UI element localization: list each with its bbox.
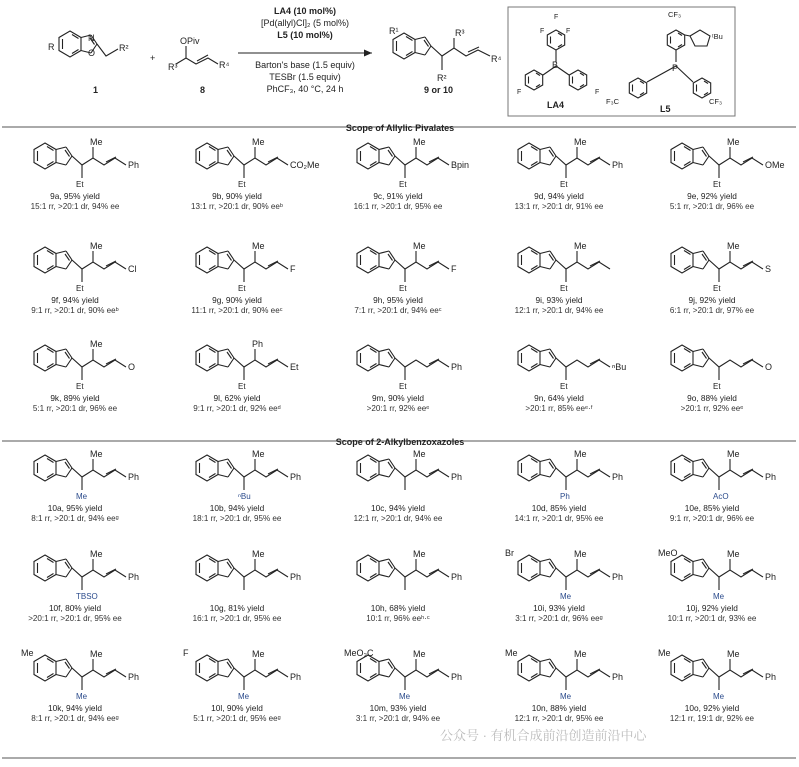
r3-substituent: Me xyxy=(727,549,740,559)
terminal-group: OMe xyxy=(765,160,785,170)
yield-caption: 10i, 93% yield xyxy=(533,603,585,613)
selectivity-caption: 12:1 rr, >20:1 dr, 95% ee xyxy=(514,714,604,723)
terminal-group: O xyxy=(765,362,773,372)
r3-substituent: Me xyxy=(90,137,103,147)
r3-substituent: Me xyxy=(727,449,740,459)
yield-caption: 10n, 88% yield xyxy=(531,703,587,713)
terminal-group: Ph xyxy=(612,472,624,482)
ring-substituent: Me xyxy=(658,648,671,658)
r3-substituent: Me xyxy=(574,549,587,559)
terminal-group: Ph xyxy=(290,472,302,482)
cf3-label: CF₃ xyxy=(668,10,682,19)
selectivity-caption: 16:1 rr, >20:1 dr, 95% ee xyxy=(192,614,282,623)
yield-caption: 10f, 80% yield xyxy=(48,603,102,613)
compound-9a xyxy=(31,137,139,211)
terminal-group: Ph xyxy=(451,672,463,682)
terminal-group: Ph xyxy=(612,572,624,582)
f-atom-2: F xyxy=(540,28,545,35)
selectivity-caption: 15:1 rr, >20:1 dr, 94% ee xyxy=(30,202,120,211)
selectivity-caption: 12:1 rr, >20:1 dr, 94% ee xyxy=(353,514,443,523)
ring-substituent: Br xyxy=(505,548,514,558)
r3-substituent: Me xyxy=(90,241,103,251)
r3-substituent: Me xyxy=(574,241,587,251)
substrate-grid xyxy=(21,137,785,723)
compound-9k xyxy=(33,339,135,413)
compound-9d xyxy=(515,137,623,211)
selectivity-caption: 7:1 rr, >20:1 dr, 94% eeᶜ xyxy=(354,306,442,315)
compound-9o xyxy=(671,345,772,413)
compound-10m xyxy=(344,648,462,723)
compound-10i xyxy=(505,548,623,623)
reaction-conditions xyxy=(238,6,372,94)
r2-substituent: Et xyxy=(76,180,84,189)
terminal-group: Et xyxy=(290,362,299,372)
condition-line-3: L5 (10 mol%) xyxy=(277,30,333,40)
r3-substituent: Me xyxy=(252,241,265,251)
compound-10e xyxy=(670,449,776,523)
r3-substituent: Me xyxy=(252,549,265,559)
compound-9n xyxy=(518,345,626,413)
r2-substituent: Ph xyxy=(560,492,570,501)
r2-substituent: Et xyxy=(560,180,568,189)
selectivity-caption: 3:1 rr, >20:1 dr, 94% ee xyxy=(355,714,441,723)
catalyst-box xyxy=(508,7,735,116)
f-atom-1: F xyxy=(554,14,559,21)
r2-substituent: Me xyxy=(713,692,725,701)
ring-substituent: Me xyxy=(21,648,34,658)
terminal-group: Ph xyxy=(290,672,302,682)
terminal-group: Ph xyxy=(451,572,463,582)
yield-caption: 10j, 92% yield xyxy=(686,603,738,613)
r3-substituent: Me xyxy=(90,549,103,559)
product-r4-label: R⁴ xyxy=(491,54,502,64)
selectivity-caption: 8:1 rr, >20:1 dr, 94% eeᵍ xyxy=(31,514,119,523)
r3-substituent: Me xyxy=(727,137,740,147)
compound-10n xyxy=(505,648,623,723)
r2-substituent: Et xyxy=(238,284,246,293)
terminal-group: Ph xyxy=(765,672,777,682)
r3-substituent: Me xyxy=(413,549,426,559)
compound-9l xyxy=(193,339,299,413)
n-atom: N xyxy=(88,33,95,43)
selectivity-caption: 9:1 rr, >20:1 dr, 92% eeᵈ xyxy=(193,404,281,413)
r-group-label: R xyxy=(48,42,55,52)
compound-9c xyxy=(354,137,469,211)
compound-9b xyxy=(191,137,319,211)
compound-9f xyxy=(31,241,136,315)
scheme-reactant-8 xyxy=(168,36,229,95)
selectivity-caption: 11:1 rr, >20:1 dr, 90% eeᶜ xyxy=(191,306,283,315)
terminal-group: Ph xyxy=(765,572,777,582)
compound-9m xyxy=(357,345,462,413)
boron-atom: B xyxy=(552,60,559,70)
condition-line-1: LA4 (10 mol%) xyxy=(273,6,337,16)
selectivity-caption: 12:1 rr, >20:1 dr, 94% ee xyxy=(514,306,604,315)
ring-substituent: MeO₂C xyxy=(344,648,374,658)
condition-line-4: Barton's base (1.5 equiv) xyxy=(255,60,355,70)
product-r3-label: R³ xyxy=(455,28,465,38)
r2-substituent: Et xyxy=(399,180,407,189)
terminal-group: Bpin xyxy=(451,160,470,170)
compound-9e xyxy=(670,137,785,211)
ring-substituent: F xyxy=(183,648,189,658)
yield-caption: 9g, 90% yield xyxy=(212,295,262,305)
yield-caption: 9c, 91% yield xyxy=(373,191,423,201)
r2-substituent: AcO xyxy=(713,492,729,501)
reactant-8-number: 8 xyxy=(200,85,206,95)
r3-substituent: Me xyxy=(574,137,587,147)
plus-sign: + xyxy=(150,53,156,63)
compound-10h xyxy=(357,549,462,623)
r3-substituent: Me xyxy=(90,649,103,659)
yield-caption: 10h, 68% yield xyxy=(370,603,426,613)
selectivity-caption: 8:1 rr, >20:1 dr, 94% eeᵍ xyxy=(31,714,119,723)
selectivity-caption: 16:1 rr, >20:1 dr, 95% ee xyxy=(353,202,443,211)
condition-line-6: PhCF₃, 40 °C, 24 h xyxy=(266,84,344,94)
yield-caption: 10c, 94% yield xyxy=(371,503,425,513)
r2-substituent: Et xyxy=(560,284,568,293)
r2-substituent: Et xyxy=(560,382,568,391)
r3-substituent: Me xyxy=(574,449,587,459)
selectivity-caption: >20:1 rr, 92% eeᵉ xyxy=(366,404,430,413)
ring-substituent: MeO xyxy=(658,548,678,558)
r3-substituent: Me xyxy=(413,241,426,251)
terminal-group: Ph xyxy=(765,472,777,482)
r3-substituent: Me xyxy=(574,649,587,659)
r2-substituent: Et xyxy=(76,382,84,391)
selectivity-caption: 3:1 rr, >20:1 dr, 96% eeᵍ xyxy=(515,614,603,623)
yield-caption: 9h, 95% yield xyxy=(373,295,423,305)
l5-label: L5 xyxy=(660,104,671,114)
reactant-1-number: 1 xyxy=(93,85,99,95)
r3-substituent: Me xyxy=(252,449,265,459)
terminal-group: Ph xyxy=(451,362,463,372)
yield-caption: 10g, 81% yield xyxy=(209,603,265,613)
scheme-reactant-1 xyxy=(48,31,129,95)
product-number: 9 or 10 xyxy=(424,85,454,95)
r3-substituent: Ph xyxy=(252,339,264,349)
yield-caption: 9b, 90% yield xyxy=(212,191,262,201)
r2-substituent: Et xyxy=(238,180,246,189)
l5-structure xyxy=(606,10,723,114)
r2-substituent: Et xyxy=(399,284,407,293)
terminal-group: Ph xyxy=(290,572,302,582)
r3-substituent: Me xyxy=(413,137,426,147)
yield-caption: 10e, 85% yield xyxy=(684,503,740,513)
yield-caption: 9o, 88% yield xyxy=(687,393,737,403)
product-r2-label: R² xyxy=(437,73,447,83)
r2-substituent: ⁿBu xyxy=(238,492,251,501)
compound-10a xyxy=(31,449,139,523)
section-1-title: Scope of Allylic Pivalates xyxy=(345,123,455,133)
terminal-group: Ph xyxy=(128,160,140,170)
r2-substituent: Me xyxy=(399,692,411,701)
terminal-group: Ph xyxy=(128,572,140,582)
opiv-label: OPiv xyxy=(180,36,200,46)
yield-caption: 9i, 93% yield xyxy=(535,295,583,305)
yield-caption: 10a, 95% yield xyxy=(47,503,103,513)
la4-label: LA4 xyxy=(547,100,565,110)
yield-caption: 9e, 92% yield xyxy=(687,191,737,201)
selectivity-caption: 9:1 rr, >20:1 dr, 96% ee xyxy=(669,514,755,523)
scheme-product xyxy=(389,26,501,95)
compound-10c xyxy=(354,449,462,523)
selectivity-caption: 5:1 rr, >20:1 dr, 96% ee xyxy=(669,202,755,211)
terminal-group: O xyxy=(128,362,136,372)
selectivity-caption: 12:1 rr, 19:1 dr, 92% ee xyxy=(669,714,755,723)
compound-10g xyxy=(193,549,301,623)
selectivity-caption: 5:1 rr, >20:1 dr, 95% eeᵍ xyxy=(193,714,281,723)
compound-9i xyxy=(515,241,610,315)
selectivity-caption: >20:1 rr, 92% eeᵉ xyxy=(680,404,744,413)
r3-substituent: Me xyxy=(252,137,265,147)
selectivity-caption: 18:1 rr, >20:1 dr, 95% ee xyxy=(192,514,282,523)
yield-caption: 9f, 94% yield xyxy=(51,295,99,305)
watermark: 公众号 · 有机合成前沿创造前沿中心 xyxy=(440,728,647,743)
f3c-label: F₃C xyxy=(606,97,620,106)
r3-substituent: Me xyxy=(252,649,265,659)
r3-substituent: Me xyxy=(413,649,426,659)
compound-9j xyxy=(670,241,771,315)
terminal-group: CO₂Me xyxy=(290,160,320,170)
r2-substituent: Et xyxy=(713,382,721,391)
selectivity-caption: 13:1 rr, >20:1 dr, 90% eeᵇ xyxy=(191,202,283,211)
yield-caption: 9j, 92% yield xyxy=(688,295,736,305)
selectivity-caption: >20:1 rr, >20:1 dr, 95% ee xyxy=(28,614,122,623)
r3-substituent: Me xyxy=(727,649,740,659)
phosphorus-atom: P xyxy=(672,63,679,73)
la4-structure xyxy=(517,14,599,110)
r2-substituent: Me xyxy=(76,492,88,501)
compound-10d xyxy=(515,449,623,523)
yield-caption: 10l, 90% yield xyxy=(211,703,263,713)
condition-line-5: TESBr (1.5 equiv) xyxy=(269,72,341,82)
r3-label: R³ xyxy=(168,62,178,72)
o-atom: O xyxy=(88,48,96,58)
compound-10o xyxy=(658,648,776,723)
r2-substituent: Me xyxy=(560,692,572,701)
selectivity-caption: 5:1 rr, >20:1 dr, 96% ee xyxy=(32,404,118,413)
selectivity-caption: >20:1 rr, 85% eeᵉ·ᶠ xyxy=(525,404,593,413)
yield-caption: 9l, 62% yield xyxy=(213,393,261,403)
yield-caption: 9n, 64% yield xyxy=(534,393,584,403)
yield-caption: 10b, 94% yield xyxy=(209,503,265,513)
yield-caption: 10o, 92% yield xyxy=(684,703,740,713)
r2-substituent: Et xyxy=(713,180,721,189)
reaction-arrow-head xyxy=(364,50,372,57)
cf3-label-2: CF₃ xyxy=(709,97,723,106)
yield-caption: 9d, 94% yield xyxy=(534,191,584,201)
compound-9h xyxy=(354,241,457,315)
condition-line-2: [Pd(allyl)Cl]₂ (5 mol%) xyxy=(260,18,350,28)
selectivity-caption: 10:1 rr, >20:1 dr, 93% ee xyxy=(667,614,757,623)
r2-substituent: Me xyxy=(238,692,250,701)
compound-9g xyxy=(191,241,296,315)
section-2-title: Scope of 2-Alkylbenzoxazoles xyxy=(335,437,465,447)
r3-substituent: Me xyxy=(727,241,740,251)
compound-10b xyxy=(193,449,301,523)
r2-substituent: Me xyxy=(76,692,88,701)
r2-substituent: Me xyxy=(560,592,572,601)
terminal-group: Ph xyxy=(612,672,624,682)
selectivity-caption: 6:1 rr, >20:1 dr, 97% ee xyxy=(669,306,755,315)
compound-10j xyxy=(658,548,776,623)
terminal-group: F xyxy=(290,264,296,274)
r2-substituent: TBSO xyxy=(76,592,98,601)
terminal-group: Ph xyxy=(128,672,140,682)
terminal-group: Ph xyxy=(128,472,140,482)
terminal-group: F xyxy=(451,264,457,274)
r2-substituent: Et xyxy=(399,382,407,391)
terminal-group: S xyxy=(765,264,772,274)
selectivity-caption: 13:1 rr, >20:1 dr, 91% ee xyxy=(514,202,604,211)
r3-substituent: Me xyxy=(90,339,103,349)
f-atom-4: F xyxy=(517,89,522,96)
f-atom-3: F xyxy=(566,28,571,35)
yield-caption: 9k, 89% yield xyxy=(50,393,100,403)
r3-substituent: Me xyxy=(413,449,426,459)
r2-substituent: Et xyxy=(238,382,246,391)
r2-substituent: Me xyxy=(713,592,725,601)
yield-caption: 10k, 94% yield xyxy=(48,703,102,713)
selectivity-caption: 14:1 rr, >20:1 dr, 95% ee xyxy=(514,514,604,523)
r3-substituent: Me xyxy=(90,449,103,459)
compound-10l xyxy=(183,648,301,723)
yield-caption: 10m, 93% yield xyxy=(369,703,427,713)
product-r1-label: R¹ xyxy=(389,26,399,36)
compound-10k xyxy=(21,648,139,723)
ring-substituent: Me xyxy=(505,648,518,658)
terminal-group: Cl xyxy=(128,264,137,274)
selectivity-caption: 9:1 rr, >20:1 dr, 90% eeᵇ xyxy=(31,306,119,315)
yield-caption: 10d, 85% yield xyxy=(531,503,587,513)
r2-substituent: Et xyxy=(76,284,84,293)
r4-label: R⁴ xyxy=(219,60,230,70)
selectivity-caption: 10:1 rr, 96% eeʰ·ᶜ xyxy=(366,614,430,623)
tbu-label: ᵗBu xyxy=(712,32,723,41)
r2-substituent: Et xyxy=(713,284,721,293)
yield-caption: 9a, 95% yield xyxy=(50,191,100,201)
yield-caption: 9m, 90% yield xyxy=(371,393,425,403)
terminal-group: ⁿBu xyxy=(612,362,627,372)
terminal-group: Ph xyxy=(612,160,624,170)
f-atom-5: F xyxy=(595,89,600,96)
compound-10f xyxy=(28,549,139,623)
terminal-group: Ph xyxy=(451,472,463,482)
r2-label: R² xyxy=(119,43,129,53)
